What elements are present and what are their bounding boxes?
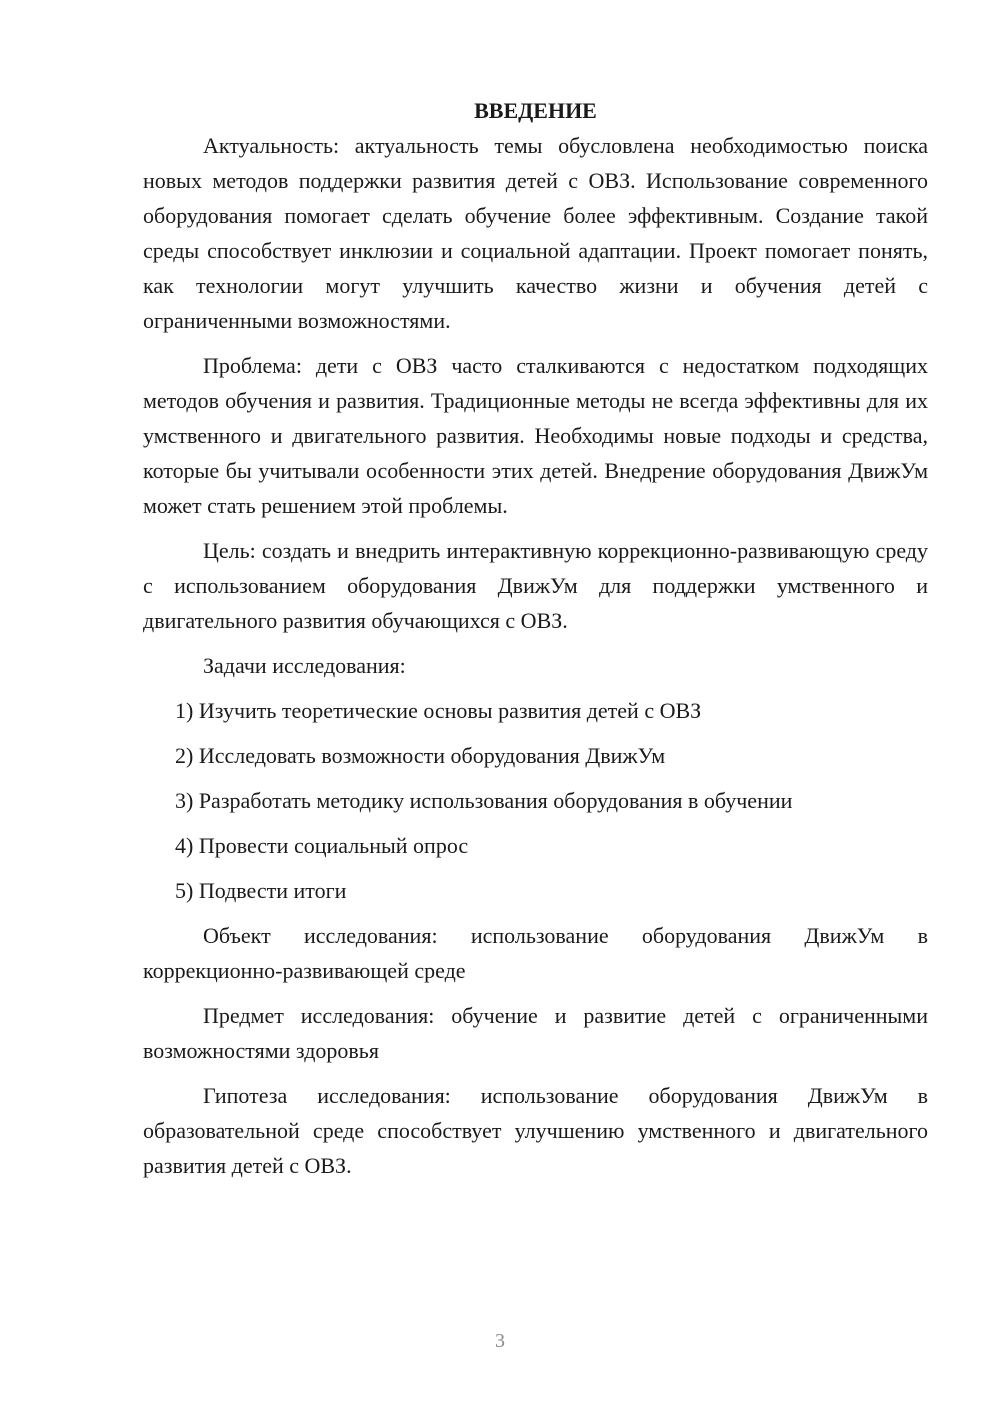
list-item: 3) Разработать методику использования оборудования в обучении xyxy=(175,788,793,813)
tasks-list xyxy=(143,693,928,908)
object-paragraph: Объект исследования: использование оборудования ДвижУм в коррекционно-развивающей среде xyxy=(143,923,928,983)
list-item: 5) Подвести итоги xyxy=(175,878,347,903)
page-title: ВВЕДЕНИЕ xyxy=(474,98,597,123)
relevance-paragraph: Актуальность: актуальность темы обусловлена необходимостью поиска новых методов поддержки развития детей с ОВЗ. Использование современного оборудования помогает сделать обучение более эффективным. Создание такой среды способствует инклюзии и социальной адаптации. Проект помогает понять, как технологии могут улучшить качество жизни и обучения детей с ограниченными возможностями. xyxy=(143,133,928,333)
goal-paragraph: Цель: создать и внедрить интерактивную коррекционно-развивающую среду с использованием оборудования ДвижУм для поддержки умственного и двигательного развития обучающихся с ОВЗ. xyxy=(143,538,928,633)
problem-paragraph: Проблема: дети с ОВЗ часто сталкиваются с недостатком подходящих методов обучения и развития. Традиционные методы не всегда эффективны для их умственного и двигательного развития. Необходимы новые подходы и средства, которые бы учитывали особенности этих детей. Внедрение оборудования ДвижУм может стать решением этой проблемы. xyxy=(143,353,928,518)
tasks-title: Задачи исследования: xyxy=(203,653,406,678)
page-number: 3 xyxy=(495,1330,505,1352)
document-page xyxy=(143,93,928,1193)
list-item: 4) Провести социальный опрос xyxy=(175,833,469,858)
list-item: 2) Исследовать возможности оборудования ДвижУм xyxy=(175,743,666,768)
subject-paragraph: Предмет исследования: обучение и развитие детей с ограниченными возможностями здоровья xyxy=(143,1003,928,1063)
list-item: 1) Изучить теоретические основы развития детей с ОВЗ xyxy=(175,698,702,723)
hypothesis-paragraph: Гипотеза исследования: использование оборудования ДвижУм в образовательной среде способствует улучшению умственного и двигательного развития детей с ОВЗ. xyxy=(143,1083,928,1178)
